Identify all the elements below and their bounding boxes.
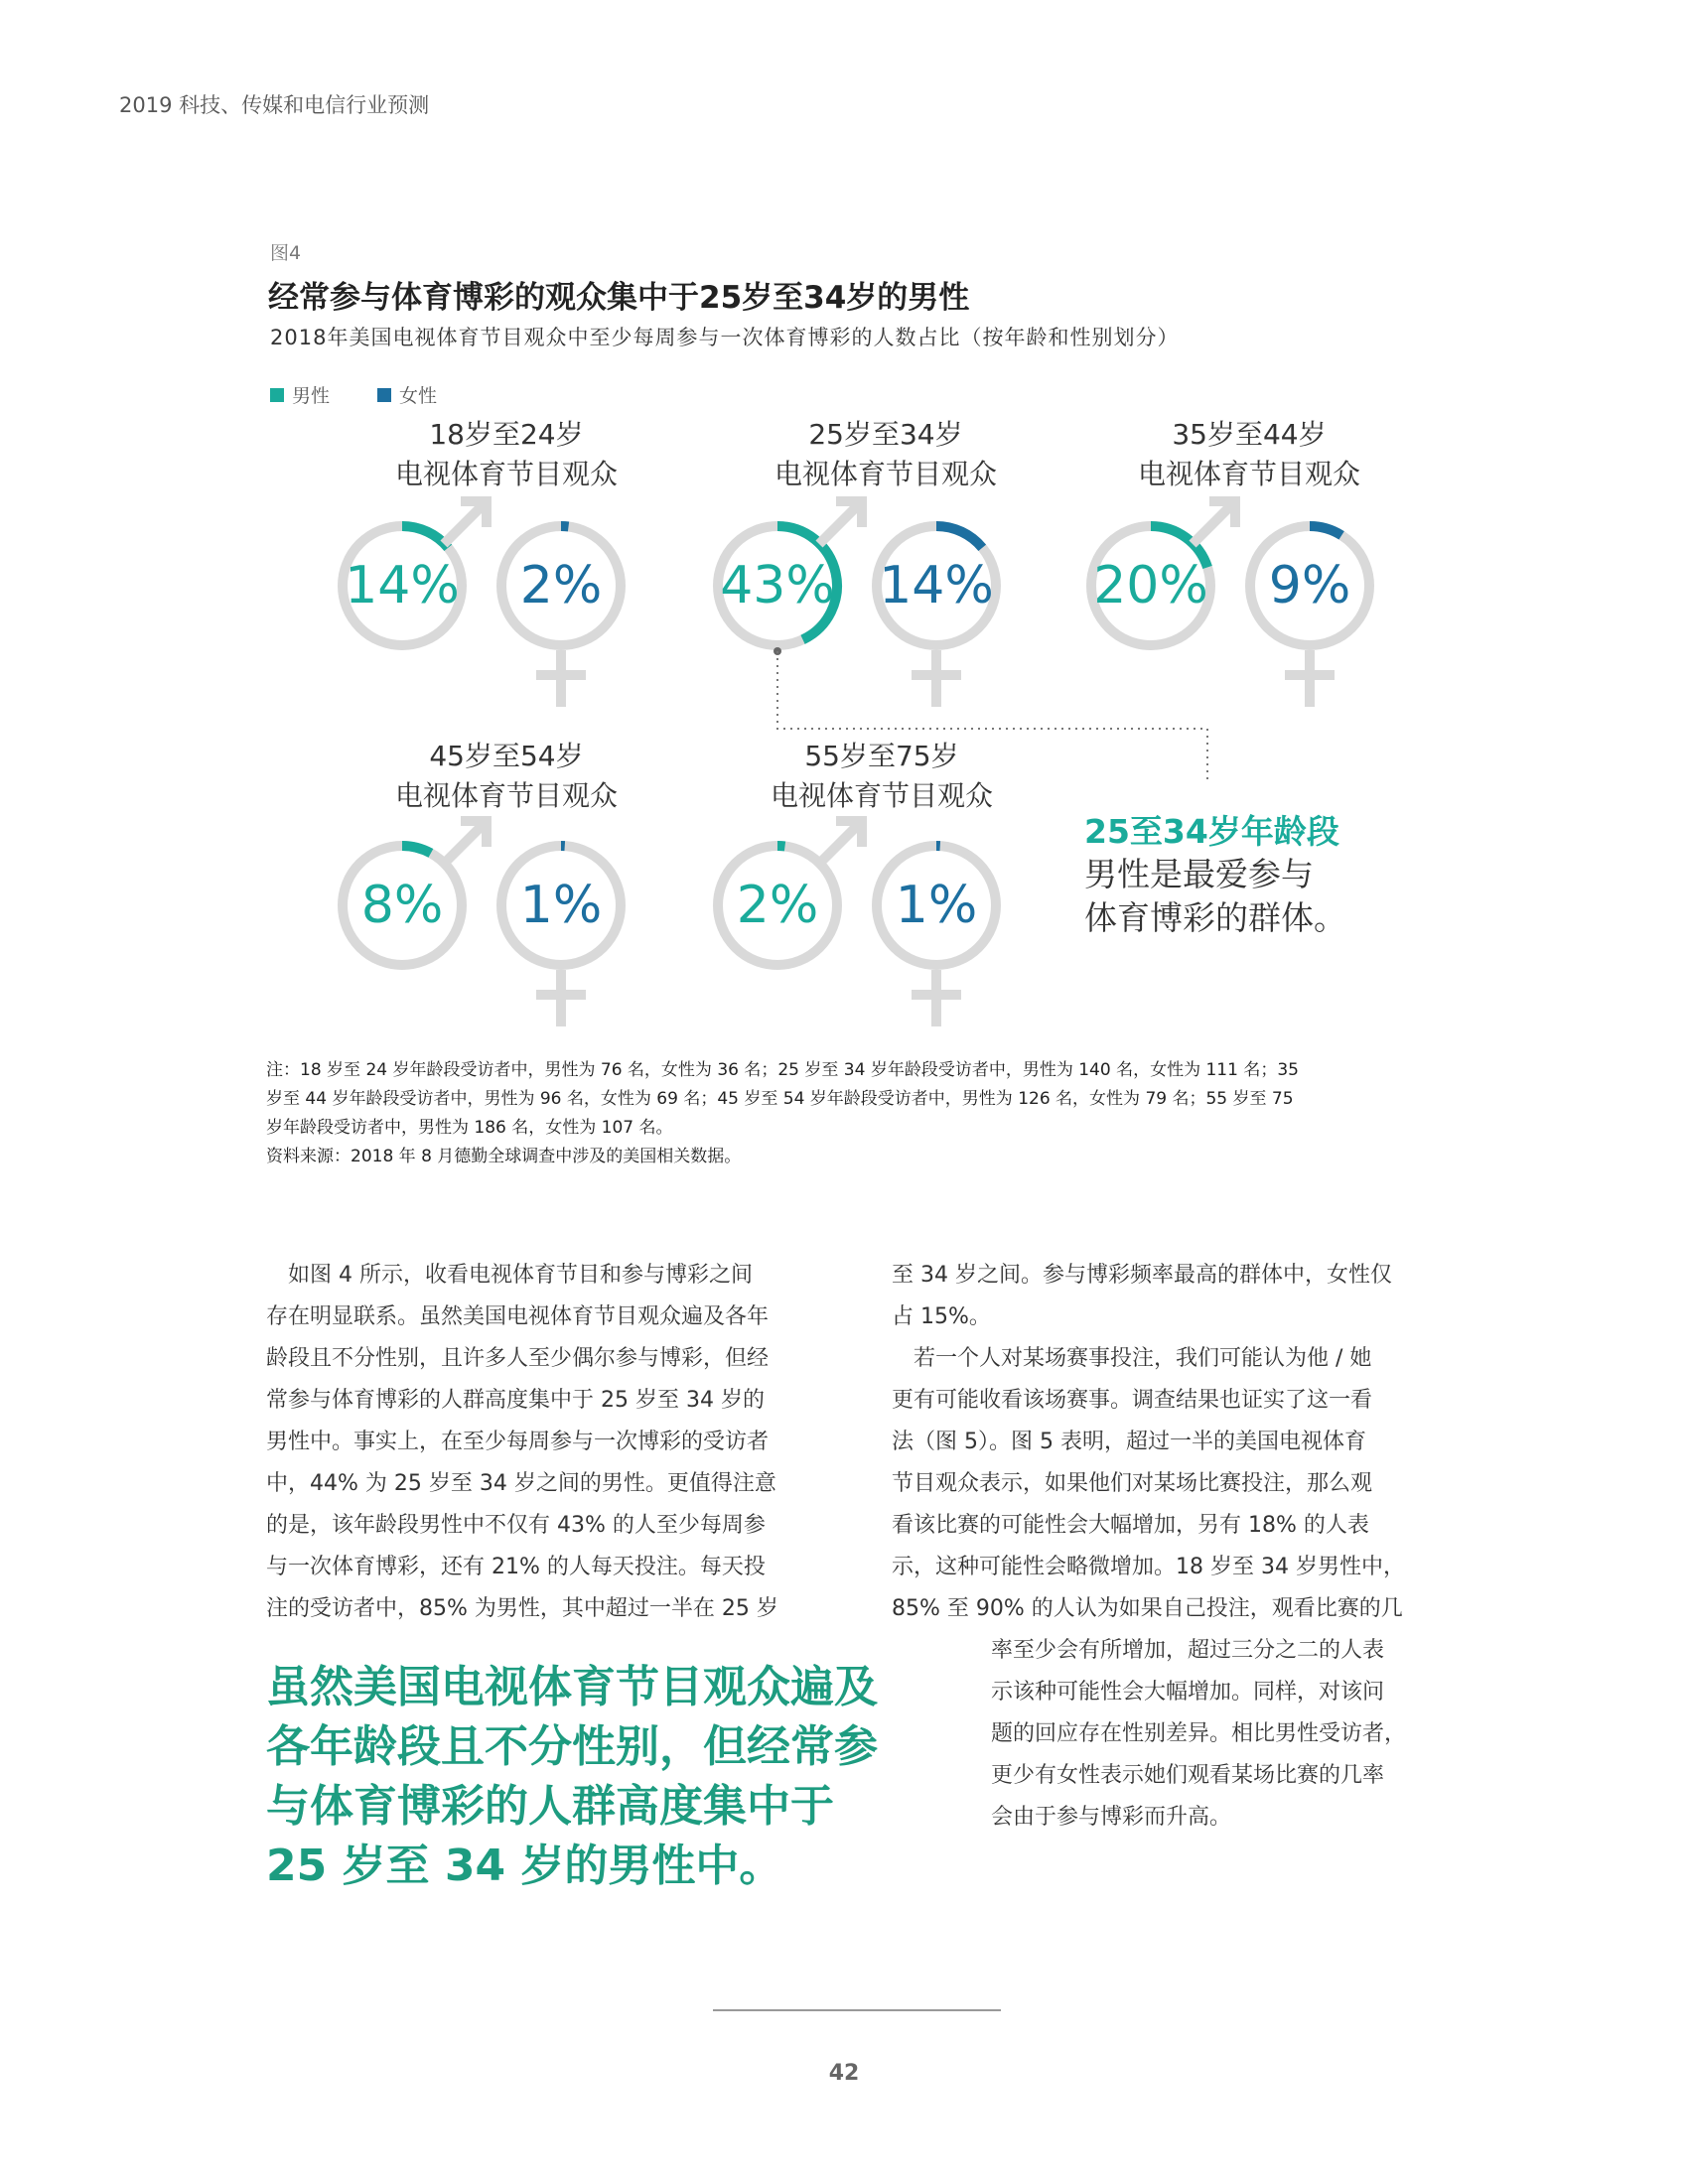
legend-female-label: 女性 bbox=[399, 385, 438, 407]
male-arrow-shaft bbox=[444, 501, 487, 544]
body-line: 法（图 5）。图 5 表明，超过一半的美国电视体育 bbox=[892, 1430, 1366, 1454]
group-audience: 电视体育节目观众 bbox=[394, 458, 618, 490]
body-line: 85% 至 90% 的人认为如果自己投注，观看比赛的几 bbox=[892, 1596, 1403, 1621]
body-line: 与一次体育博彩，还有 21% 的人每天投注。每天投 bbox=[266, 1555, 766, 1579]
callout-line-2: 体育博彩的群体。 bbox=[1084, 898, 1346, 937]
body-line: 看该比赛的可能性会大幅增加，另有 18% 的人表 bbox=[892, 1513, 1369, 1538]
pct-male-45-54: 8% bbox=[360, 876, 444, 935]
body-line: 率至少会有所增加，超过三分之二的人表 bbox=[991, 1638, 1385, 1663]
group-audience: 电视体育节目观众 bbox=[394, 779, 618, 812]
figure-note bbox=[266, 1056, 1458, 1171]
body-line: 更少有女性表示她们观看某场比赛的几率 bbox=[991, 1763, 1385, 1788]
pct-male-18-24: 14% bbox=[345, 556, 460, 615]
page-number: 42 bbox=[828, 2061, 860, 2086]
body-line: 更有可能收看该场赛事。调查结果也证实了这一看 bbox=[892, 1388, 1373, 1413]
footer-divider bbox=[713, 2009, 1001, 2011]
note-line: 岁年龄段受访者中，男性为 186 名，女性为 107 名。 bbox=[266, 1118, 673, 1138]
note-line: 注：18 岁至 24 岁年龄段受访者中，男性为 76 名，女性为 36 名；25 岁至 34 岁年龄段受访者中，男性为 140 名，女性为 111 名；35 bbox=[266, 1060, 1299, 1080]
body-line: 节目观众表示，如果他们对某场比赛投注，那么观 bbox=[892, 1471, 1373, 1496]
callout-heading: 25至34岁年龄段 bbox=[1084, 812, 1339, 851]
body-line: 示该种可能性会大幅增加。同样，对该问 bbox=[991, 1680, 1385, 1705]
pct-male-25-34: 43% bbox=[720, 556, 835, 615]
legend-male-label: 男性 bbox=[292, 385, 331, 407]
callout-line-1: 男性是最爱参与 bbox=[1084, 855, 1314, 893]
callout bbox=[1084, 806, 1346, 940]
body-line: 常参与体育博彩的人群高度集中于 25 岁至 34 岁的 bbox=[266, 1388, 765, 1413]
male-arrow-shaft bbox=[819, 821, 862, 864]
body-line: 注的受访者中，85% 为男性，其中超过一半在 25 岁 bbox=[266, 1596, 778, 1621]
pct-female-35-44: 9% bbox=[1268, 556, 1351, 615]
group-age: 55岁至75岁 bbox=[804, 740, 959, 772]
group-age: 45岁至54岁 bbox=[429, 740, 584, 772]
pull-quote-line: 与体育博彩的人群高度集中于 bbox=[266, 1781, 834, 1832]
pct-female-55-75: 1% bbox=[895, 876, 978, 935]
male-arrow-shaft bbox=[444, 821, 487, 864]
group-audience: 电视体育节目观众 bbox=[1137, 458, 1360, 490]
group-audience: 电视体育节目观众 bbox=[770, 779, 993, 812]
body-line: 会由于参与博彩而升高。 bbox=[991, 1805, 1232, 1830]
pct-male-35-44: 20% bbox=[1093, 556, 1208, 615]
pct-female-45-54: 1% bbox=[519, 876, 603, 935]
pct-male-55-75: 2% bbox=[736, 876, 819, 935]
female-value-arc bbox=[936, 526, 982, 548]
group-age: 18岁至24岁 bbox=[429, 418, 584, 451]
body-line: 题的回应存在性别差异。相比男性受访者， bbox=[991, 1721, 1407, 1746]
figure-subtitle: 2018年美国电视体育节目观众中至少每周参与一次体育博彩的人数占比（按年龄和性别划分） bbox=[270, 326, 1180, 349]
body-column-2 bbox=[892, 1255, 1448, 1630]
running-header: 2019 科技、传媒和电信行业预测 bbox=[119, 93, 430, 117]
body-line: 中，44% 为 25 岁至 34 岁之间的男性。更值得注意 bbox=[266, 1471, 776, 1496]
body-line: 的是，该年龄段男性中不仅有 43% 的人至少每周参 bbox=[266, 1513, 766, 1538]
source-line: 资料来源：2018 年 8 月德勤全球调查中涉及的美国相关数据。 bbox=[266, 1147, 742, 1166]
body-line: 男性中。事实上，在至少每周参与一次博彩的受访者 bbox=[266, 1430, 770, 1454]
pct-female-25-34: 14% bbox=[879, 556, 994, 615]
note-line: 岁至 44 岁年龄段受访者中，男性为 96 名，女性为 69 名；45 岁至 54 岁年龄段受访者中，男性为 126 名，女性为 79 名；55 岁至 75 bbox=[266, 1089, 1294, 1109]
body-line: 存在明显联系。虽然美国电视体育节目观众遍及各年 bbox=[266, 1304, 770, 1329]
male-arrow-shaft bbox=[1193, 501, 1235, 544]
gender-ring-chart bbox=[0, 0, 1688, 1052]
body-column-3 bbox=[991, 1630, 1448, 1839]
male-arrow-shaft bbox=[819, 501, 862, 544]
male-value-arc bbox=[402, 526, 448, 548]
female-value-arc bbox=[1310, 526, 1341, 535]
figure-title: 经常参与体育博彩的观众集中于25岁至34岁的男性 bbox=[268, 280, 970, 316]
group-age: 35岁至44岁 bbox=[1172, 418, 1327, 451]
body-line: 占 15%。 bbox=[892, 1304, 991, 1329]
body-line: 示，这种可能性会略微增加。18 岁至 34 岁男性中， bbox=[892, 1555, 1405, 1579]
pull-quote bbox=[266, 1658, 961, 1896]
pull-quote-line: 25 岁至 34 岁的男性中。 bbox=[266, 1841, 783, 1891]
male-value-arc bbox=[402, 846, 431, 853]
figure-number: 图4 bbox=[270, 242, 302, 264]
pct-female-18-24: 2% bbox=[519, 556, 603, 615]
pull-quote-line: 各年龄段且不分性别，但经常参 bbox=[266, 1721, 878, 1772]
connector-line bbox=[777, 651, 1207, 784]
body-line: 至 34 岁之间。参与博彩频率最高的群体中，女性仅 bbox=[892, 1263, 1392, 1288]
body-line: 龄段且不分性别，且许多人至少偶尔参与博彩，但经 bbox=[266, 1346, 770, 1371]
body-line: 如图 4 所示，收看电视体育节目和参与博彩之间 bbox=[266, 1263, 753, 1288]
pull-quote-line: 虽然美国电视体育节目观众遍及 bbox=[266, 1662, 878, 1712]
group-audience: 电视体育节目观众 bbox=[774, 458, 997, 490]
body-column-1 bbox=[266, 1255, 822, 1630]
body-line: 若一个人对某场赛事投注，我们可能认为他 / 她 bbox=[892, 1346, 1372, 1371]
group-age: 25岁至34岁 bbox=[808, 418, 963, 451]
